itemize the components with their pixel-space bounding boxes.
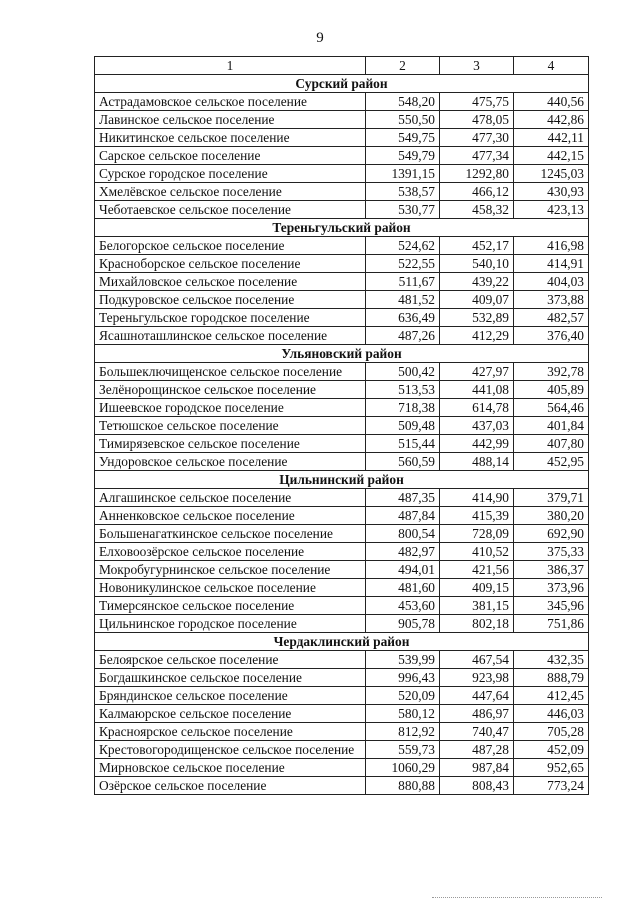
value-col3-cell: 1292,80 [440, 165, 514, 183]
settlement-name-cell: Никитинское сельское поселение [95, 129, 366, 147]
settlement-name-cell: Зелёнорощинское сельское поселение [95, 381, 366, 399]
value-col4-cell: 442,15 [514, 147, 589, 165]
value-col2-cell: 487,26 [366, 327, 440, 345]
table-row [95, 741, 589, 759]
table-row [95, 363, 589, 381]
value-col4-cell: 412,45 [514, 687, 589, 705]
value-col2-cell: 549,79 [366, 147, 440, 165]
district-header-row [95, 219, 589, 237]
settlement-name-cell: Новоникулинское сельское поселение [95, 579, 366, 597]
value-col3-cell: 487,28 [440, 741, 514, 759]
settlement-name-cell: Ишеевское городское поселение [95, 399, 366, 417]
value-col4-cell: 432,35 [514, 651, 589, 669]
settlement-name-cell: Красноярское сельское поселение [95, 723, 366, 741]
settlement-name-cell: Мокробугурнинское сельское поселение [95, 561, 366, 579]
value-col4-cell: 379,71 [514, 489, 589, 507]
table-row [95, 165, 589, 183]
value-col4-cell: 430,93 [514, 183, 589, 201]
value-col4-cell: 705,28 [514, 723, 589, 741]
value-col2-cell: 500,42 [366, 363, 440, 381]
value-col3-cell: 488,14 [440, 453, 514, 471]
settlement-name-cell: Белогорское сельское поселение [95, 237, 366, 255]
table-row [95, 759, 589, 777]
district-header-row [95, 345, 589, 363]
settlement-name-cell: Ясашноташлинское сельское поселение [95, 327, 366, 345]
settlement-name-cell: Подкуровское сельское поселение [95, 291, 366, 309]
value-col3-cell: 923,98 [440, 669, 514, 687]
table-row [95, 291, 589, 309]
value-col4-cell: 416,98 [514, 237, 589, 255]
table-row [95, 237, 589, 255]
value-col2-cell: 481,60 [366, 579, 440, 597]
value-col3-cell: 740,47 [440, 723, 514, 741]
value-col3-cell: 421,56 [440, 561, 514, 579]
value-col4-cell: 452,95 [514, 453, 589, 471]
value-col3-cell: 486,97 [440, 705, 514, 723]
district-title: Ульяновский район [95, 345, 589, 363]
district-title: Тереньгульский район [95, 219, 589, 237]
value-col4-cell: 442,11 [514, 129, 589, 147]
value-col4-cell: 376,40 [514, 327, 589, 345]
value-col2-cell: 487,35 [366, 489, 440, 507]
value-col2-cell: 559,73 [366, 741, 440, 759]
value-col3-cell: 427,97 [440, 363, 514, 381]
table-row [95, 507, 589, 525]
table-row [95, 417, 589, 435]
value-col2-cell: 481,52 [366, 291, 440, 309]
settlement-name-cell: Тимерсянское сельское поселение [95, 597, 366, 615]
value-col2-cell: 511,67 [366, 273, 440, 291]
settlements-table [94, 56, 589, 795]
value-col4-cell: 414,91 [514, 255, 589, 273]
value-col2-cell: 996,43 [366, 669, 440, 687]
value-col4-cell: 751,86 [514, 615, 589, 633]
column-header-1: 1 [95, 57, 366, 75]
table-row [95, 525, 589, 543]
table-row [95, 597, 589, 615]
value-col4-cell: 404,03 [514, 273, 589, 291]
table-row [95, 93, 589, 111]
footer-dotted-line [432, 897, 602, 901]
settlement-name-cell: Белоярское сельское поселение [95, 651, 366, 669]
value-col4-cell: 392,78 [514, 363, 589, 381]
value-col4-cell: 952,65 [514, 759, 589, 777]
table-body [95, 57, 589, 795]
table-row [95, 687, 589, 705]
value-col4-cell: 442,86 [514, 111, 589, 129]
table-row [95, 273, 589, 291]
table-row [95, 453, 589, 471]
value-col2-cell: 1391,15 [366, 165, 440, 183]
value-col3-cell: 540,10 [440, 255, 514, 273]
column-header-4: 4 [514, 57, 589, 75]
value-col4-cell: 380,20 [514, 507, 589, 525]
value-col4-cell: 423,13 [514, 201, 589, 219]
table-row [95, 651, 589, 669]
table-row [95, 381, 589, 399]
settlement-name-cell: Калмаюрское сельское поселение [95, 705, 366, 723]
settlement-name-cell: Ундоровское сельское поселение [95, 453, 366, 471]
settlement-name-cell: Алгашинское сельское поселение [95, 489, 366, 507]
value-col3-cell: 475,75 [440, 93, 514, 111]
value-col4-cell: 692,90 [514, 525, 589, 543]
value-col3-cell: 452,17 [440, 237, 514, 255]
table-row [95, 723, 589, 741]
value-col2-cell: 539,99 [366, 651, 440, 669]
column-header-3: 3 [440, 57, 514, 75]
value-col3-cell: 415,39 [440, 507, 514, 525]
table-row [95, 777, 589, 795]
value-col3-cell: 477,30 [440, 129, 514, 147]
settlement-name-cell: Михайловское сельское поселение [95, 273, 366, 291]
value-col2-cell: 636,49 [366, 309, 440, 327]
settlement-name-cell: Чеботаевское сельское поселение [95, 201, 366, 219]
value-col3-cell: 477,34 [440, 147, 514, 165]
value-col3-cell: 412,29 [440, 327, 514, 345]
value-col2-cell: 548,20 [366, 93, 440, 111]
value-col3-cell: 409,07 [440, 291, 514, 309]
value-col3-cell: 437,03 [440, 417, 514, 435]
settlement-name-cell: Крестовогородищенское сельское поселение [95, 741, 366, 759]
value-col3-cell: 447,64 [440, 687, 514, 705]
table-row [95, 489, 589, 507]
table-row [95, 669, 589, 687]
table-row [95, 183, 589, 201]
value-col2-cell: 560,59 [366, 453, 440, 471]
value-col4-cell: 375,33 [514, 543, 589, 561]
district-header-row [95, 471, 589, 489]
value-col3-cell: 410,52 [440, 543, 514, 561]
value-col2-cell: 524,62 [366, 237, 440, 255]
settlement-name-cell: Мирновское сельское поселение [95, 759, 366, 777]
settlement-name-cell: Анненковское сельское поселение [95, 507, 366, 525]
settlement-name-cell: Елховоозёрское сельское поселение [95, 543, 366, 561]
value-col2-cell: 513,53 [366, 381, 440, 399]
table-row [95, 309, 589, 327]
value-col2-cell: 905,78 [366, 615, 440, 633]
table-row [95, 147, 589, 165]
table-row [95, 615, 589, 633]
table-row [95, 399, 589, 417]
column-number-row [95, 57, 589, 75]
value-col2-cell: 538,57 [366, 183, 440, 201]
value-col2-cell: 520,09 [366, 687, 440, 705]
settlement-name-cell: Цильнинское городское поселение [95, 615, 366, 633]
table-row [95, 327, 589, 345]
value-col2-cell: 530,77 [366, 201, 440, 219]
value-col2-cell: 880,88 [366, 777, 440, 795]
value-col3-cell: 458,32 [440, 201, 514, 219]
table-row [95, 435, 589, 453]
value-col2-cell: 549,75 [366, 129, 440, 147]
value-col4-cell: 1245,03 [514, 165, 589, 183]
value-col4-cell: 888,79 [514, 669, 589, 687]
settlement-name-cell: Красноборское сельское поселение [95, 255, 366, 273]
settlement-name-cell: Озёрское сельское поселение [95, 777, 366, 795]
settlement-name-cell: Тереньгульское городское поселение [95, 309, 366, 327]
value-col3-cell: 728,09 [440, 525, 514, 543]
district-title: Сурский район [95, 75, 589, 93]
settlement-name-cell: Большеключищенское сельское поселение [95, 363, 366, 381]
value-col4-cell: 401,84 [514, 417, 589, 435]
settlement-name-cell: Богдашкинское сельское поселение [95, 669, 366, 687]
value-col2-cell: 812,92 [366, 723, 440, 741]
table-row [95, 579, 589, 597]
value-col2-cell: 550,50 [366, 111, 440, 129]
settlement-name-cell: Тимирязевское сельское поселение [95, 435, 366, 453]
value-col4-cell: 373,96 [514, 579, 589, 597]
value-col4-cell: 773,24 [514, 777, 589, 795]
value-col2-cell: 453,60 [366, 597, 440, 615]
value-col3-cell: 441,08 [440, 381, 514, 399]
value-col4-cell: 482,57 [514, 309, 589, 327]
value-col4-cell: 386,37 [514, 561, 589, 579]
value-col4-cell: 373,88 [514, 291, 589, 309]
value-col2-cell: 482,97 [366, 543, 440, 561]
value-col4-cell: 405,89 [514, 381, 589, 399]
value-col3-cell: 414,90 [440, 489, 514, 507]
table-row [95, 543, 589, 561]
district-header-row [95, 75, 589, 93]
value-col3-cell: 439,22 [440, 273, 514, 291]
district-header-row [95, 633, 589, 651]
value-col3-cell: 987,84 [440, 759, 514, 777]
settlement-name-cell: Тетюшское сельское поселение [95, 417, 366, 435]
value-col3-cell: 442,99 [440, 435, 514, 453]
value-col2-cell: 580,12 [366, 705, 440, 723]
table-row [95, 255, 589, 273]
value-col2-cell: 1060,29 [366, 759, 440, 777]
column-header-2: 2 [366, 57, 440, 75]
value-col2-cell: 487,84 [366, 507, 440, 525]
value-col2-cell: 515,44 [366, 435, 440, 453]
value-col4-cell: 407,80 [514, 435, 589, 453]
value-col3-cell: 614,78 [440, 399, 514, 417]
value-col3-cell: 381,15 [440, 597, 514, 615]
value-col3-cell: 466,12 [440, 183, 514, 201]
value-col2-cell: 522,55 [366, 255, 440, 273]
value-col3-cell: 478,05 [440, 111, 514, 129]
value-col4-cell: 345,96 [514, 597, 589, 615]
value-col3-cell: 409,15 [440, 579, 514, 597]
settlement-name-cell: Астрадамовское сельское поселение [95, 93, 366, 111]
value-col4-cell: 440,56 [514, 93, 589, 111]
value-col2-cell: 509,48 [366, 417, 440, 435]
settlement-name-cell: Сарское сельское поселение [95, 147, 366, 165]
value-col3-cell: 532,89 [440, 309, 514, 327]
settlement-name-cell: Бряндинское сельское поселение [95, 687, 366, 705]
settlement-name-cell: Большенагаткинское сельское поселение [95, 525, 366, 543]
table-row [95, 201, 589, 219]
value-col3-cell: 808,43 [440, 777, 514, 795]
table-row [95, 561, 589, 579]
page-number: 9 [316, 30, 324, 46]
value-col3-cell: 467,54 [440, 651, 514, 669]
value-col4-cell: 446,03 [514, 705, 589, 723]
settlement-name-cell: Лавинское сельское поселение [95, 111, 366, 129]
district-title: Цильнинский район [95, 471, 589, 489]
value-col3-cell: 802,18 [440, 615, 514, 633]
value-col2-cell: 800,54 [366, 525, 440, 543]
table-row [95, 705, 589, 723]
value-col4-cell: 564,46 [514, 399, 589, 417]
value-col4-cell: 452,09 [514, 741, 589, 759]
settlement-name-cell: Сурское городское поселение [95, 165, 366, 183]
value-col2-cell: 718,38 [366, 399, 440, 417]
table-row [95, 129, 589, 147]
settlement-name-cell: Хмелёвское сельское поселение [95, 183, 366, 201]
value-col2-cell: 494,01 [366, 561, 440, 579]
district-title: Чердаклинский район [95, 633, 589, 651]
table-row [95, 111, 589, 129]
